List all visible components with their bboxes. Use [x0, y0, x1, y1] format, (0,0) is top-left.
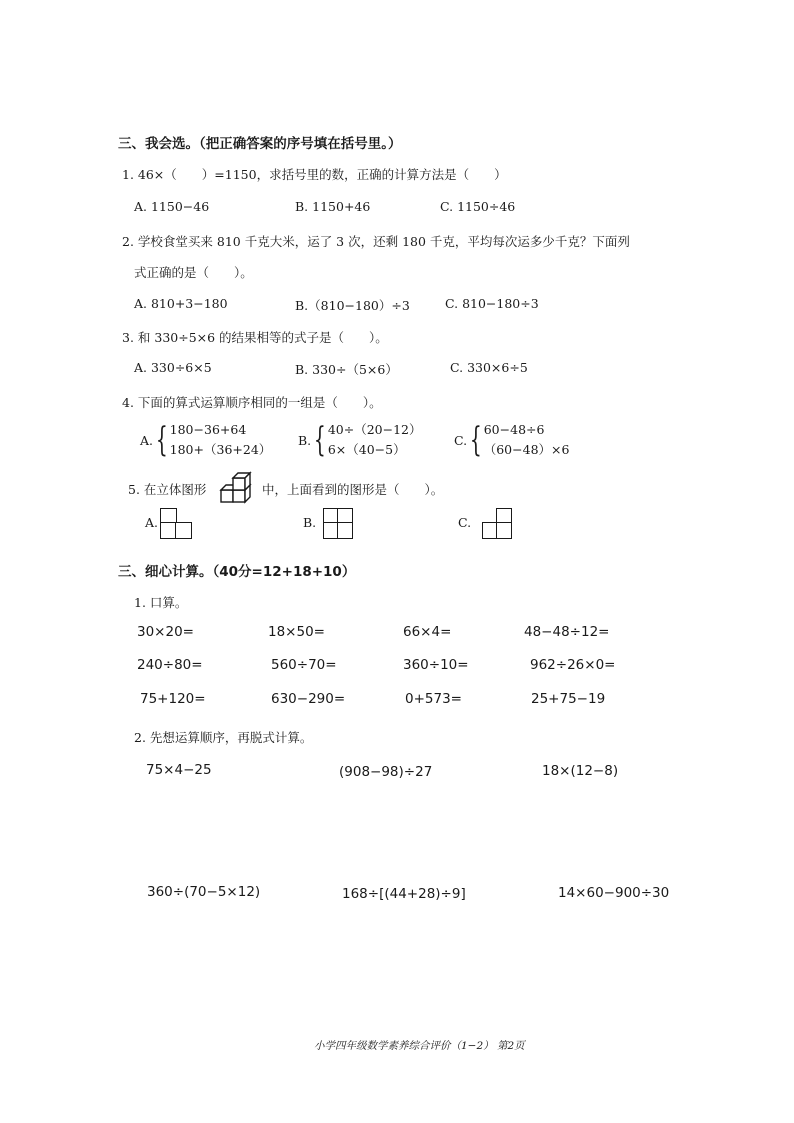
question-1-stem: 1. 46×（ ）=1150，求括号里的数，正确的计算方法是（ ） [122, 167, 507, 182]
q5-option-c-label: C. [458, 515, 472, 530]
q4-a-line1: 180−36+64 [169, 422, 247, 437]
q1-option-a: A. 1150−46 [134, 199, 210, 214]
question-4-stem: 4. 下面的算式运算顺序相同的一组是（ ）。 [122, 395, 382, 410]
q4-option-c [454, 420, 569, 460]
q4-c-label: C. [454, 432, 468, 448]
section-heading-choice: 三、我会选。（把正确答案的序号填在括号里。） [118, 136, 402, 152]
stepwise-expression: 18×(12−8) [542, 763, 619, 779]
q4-b-label: B. [298, 432, 312, 448]
oral-item: 0+573= [405, 691, 462, 707]
question-2-stem-cont: 式正确的是（ ）。 [134, 265, 253, 280]
oral-item: 75+120= [140, 691, 206, 707]
q4-option-a [140, 420, 271, 460]
question-5-stem-post: 中，上面看到的图形是（ ）。 [262, 482, 444, 497]
q4-option-b [298, 420, 421, 460]
question-5-stem-pre: 5. 在立体图形 [128, 482, 207, 497]
q4-b-line1: 40÷（20−12） [327, 422, 422, 437]
brace-icon: { [155, 420, 168, 460]
q3-option-b: B. 330÷（5×6） [295, 362, 398, 377]
page-footer: 小学四年级数学素养综合评价（1−2） 第2页 [314, 1040, 525, 1052]
q4-c-line2: （60−48）×6 [483, 442, 570, 457]
stepwise-expression: 168÷[(44+28)÷9] [342, 886, 466, 902]
q5-option-a-label: A. [145, 515, 159, 530]
q4-b-line2: 6×（40−5） [327, 442, 406, 457]
oral-item: 48−48÷12= [524, 624, 610, 640]
oral-item: 240÷80= [137, 657, 203, 673]
oral-item: 30×20= [137, 624, 194, 640]
q3-option-c: C. 330×6÷5 [450, 360, 528, 375]
question-3-stem: 3. 和 330÷5×6 的结果相等的式子是（ ）。 [122, 330, 388, 345]
q1-option-b: B. 1150+46 [295, 199, 371, 214]
stepwise-calc-label: 2. 先想运算顺序，再脱式计算。 [134, 730, 313, 745]
oral-calc-label: 1. 口算。 [134, 595, 188, 610]
brace-icon: { [314, 420, 326, 460]
q4-a-line2: 180+（36+24） [169, 442, 272, 457]
oral-item: 630−290= [271, 691, 346, 707]
brace-icon: { [469, 420, 482, 460]
q5-option-b-label: B. [303, 515, 317, 530]
oral-item: 66×4= [403, 624, 452, 640]
oral-item: 18×50= [268, 624, 325, 640]
q2-option-b: B.（810−180）÷3 [295, 298, 410, 313]
cube-stack-icon [219, 470, 257, 506]
question-2-stem: 2. 学校食堂买来 810 千克大米，运了 3 次，还剩 180 千克，平均每次运多少千克？下面列 [122, 234, 630, 249]
stepwise-expression: 360÷(70−5×12) [147, 884, 261, 900]
oral-item: 560÷70= [271, 657, 337, 673]
stepwise-expression: 14×60−900÷30 [558, 885, 670, 901]
section-heading-calc: 三、细心计算。（40分=12+18+10） [118, 564, 356, 580]
stepwise-expression: 75×4−25 [146, 762, 212, 778]
q4-a-label: A. [140, 432, 154, 448]
q4-c-line1: 60−48÷6 [483, 422, 545, 437]
oral-item: 962÷26×0= [530, 657, 616, 673]
q2-option-c: C. 810−180÷3 [445, 296, 539, 311]
stepwise-expression: (908−98)÷27 [339, 764, 433, 780]
q3-option-a: A. 330÷6×5 [134, 360, 212, 375]
oral-item: 360÷10= [403, 657, 469, 673]
q1-option-c: C. 1150÷46 [440, 199, 516, 214]
q2-option-a: A. 810+3−180 [134, 296, 228, 311]
oral-item: 25+75−19 [531, 691, 606, 707]
